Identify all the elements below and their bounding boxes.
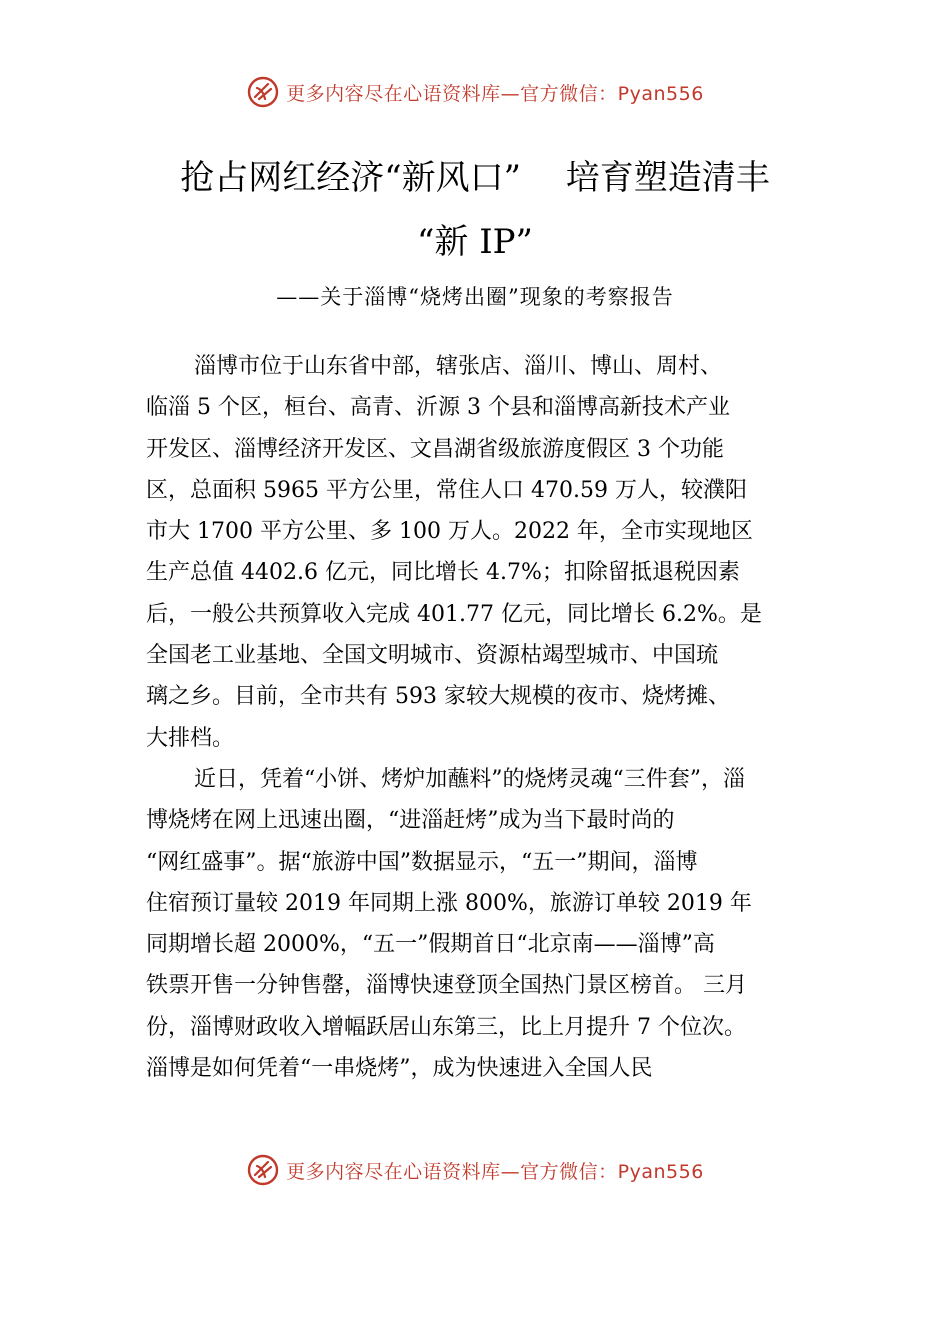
body-line: 全国老工业基地、全国文明城市、资源枯竭型城市、中国琉 bbox=[146, 643, 719, 669]
body-line: 份，淄博财政收入增幅跃居山东第三，比上月提升 7 个位次。 bbox=[146, 1014, 746, 1040]
body-line: 开发区、淄博经济开发区、文昌湖省级旅游度假区 3 个功能 bbox=[146, 436, 724, 462]
body-line: 区，总面积 5965 平方公里，常住人口 470.59 万人，较濮阳 bbox=[146, 477, 747, 503]
document-title-line-1: 抢占网红经济“新风口” 培育塑造清丰 bbox=[180, 158, 770, 198]
body-line: 近日，凭着“小饼、烤炉加蘸料”的烧烤灵魂“三件套”，淄 bbox=[194, 766, 745, 792]
bird-logo-icon bbox=[246, 1153, 280, 1187]
bird-logo-icon bbox=[246, 75, 280, 109]
body-line: 淄博市位于山东省中部，辖张店、淄川、博山、周村、 bbox=[194, 354, 723, 379]
document-title-line-2: “新 IP” bbox=[417, 222, 533, 262]
watermark-text: 更多内容尽在心语资料库—官方微信：Pyan556 bbox=[286, 82, 704, 105]
bottom-watermark bbox=[0, 1150, 950, 1190]
document-body bbox=[146, 346, 818, 1089]
body-line: 同期增长超 2000%，“五一”假期首日“北京南——淄博”高 bbox=[146, 932, 715, 958]
watermark-text: 更多内容尽在心语资料库—官方微信：Pyan556 bbox=[286, 1160, 704, 1183]
body-line: 博烧烤在网上迅速出圈，“进淄赶烤”成为当下最时尚的 bbox=[146, 808, 675, 834]
body-line: 住宿预订量较 2019 年同期上涨 800%，旅游订单较 2019 年 bbox=[146, 890, 752, 916]
body-line: 临淄 5 个区，桓台、高青、沂源 3 个县和淄博高新技术产业 bbox=[146, 395, 730, 421]
top-watermark bbox=[0, 72, 950, 112]
body-line: 淄博是如何凭着“一串烧烤”，成为快速进入全国人民 bbox=[146, 1056, 653, 1082]
body-line: 铁票开售一分钟售罄，淄博快速登顶全国热门景区榜首。 三月 bbox=[146, 973, 747, 999]
body-line: 市大 1700 平方公里、多 100 万人。2022 年，全市实现地区 bbox=[146, 519, 753, 545]
body-line: 璃之乡。目前，全市共有 593 家较大规模的夜市、烧烤摊、 bbox=[146, 684, 730, 710]
body-line: 后，一般公共预算收入完成 401.77 亿元，同比增长 6.2%。是 bbox=[146, 601, 762, 627]
body-line: 大排档。 bbox=[146, 725, 235, 751]
body-line: “网红盛事”。据“旅游中国”数据显示，“五一”期间，淄博 bbox=[146, 849, 698, 875]
document-subtitle: ——关于淄博“烧烤出圈”现象的考察报告 bbox=[276, 285, 674, 309]
body-line: 生产总值 4402.6 亿元，同比增长 4.7%；扣除留抵退税因素 bbox=[146, 560, 740, 586]
